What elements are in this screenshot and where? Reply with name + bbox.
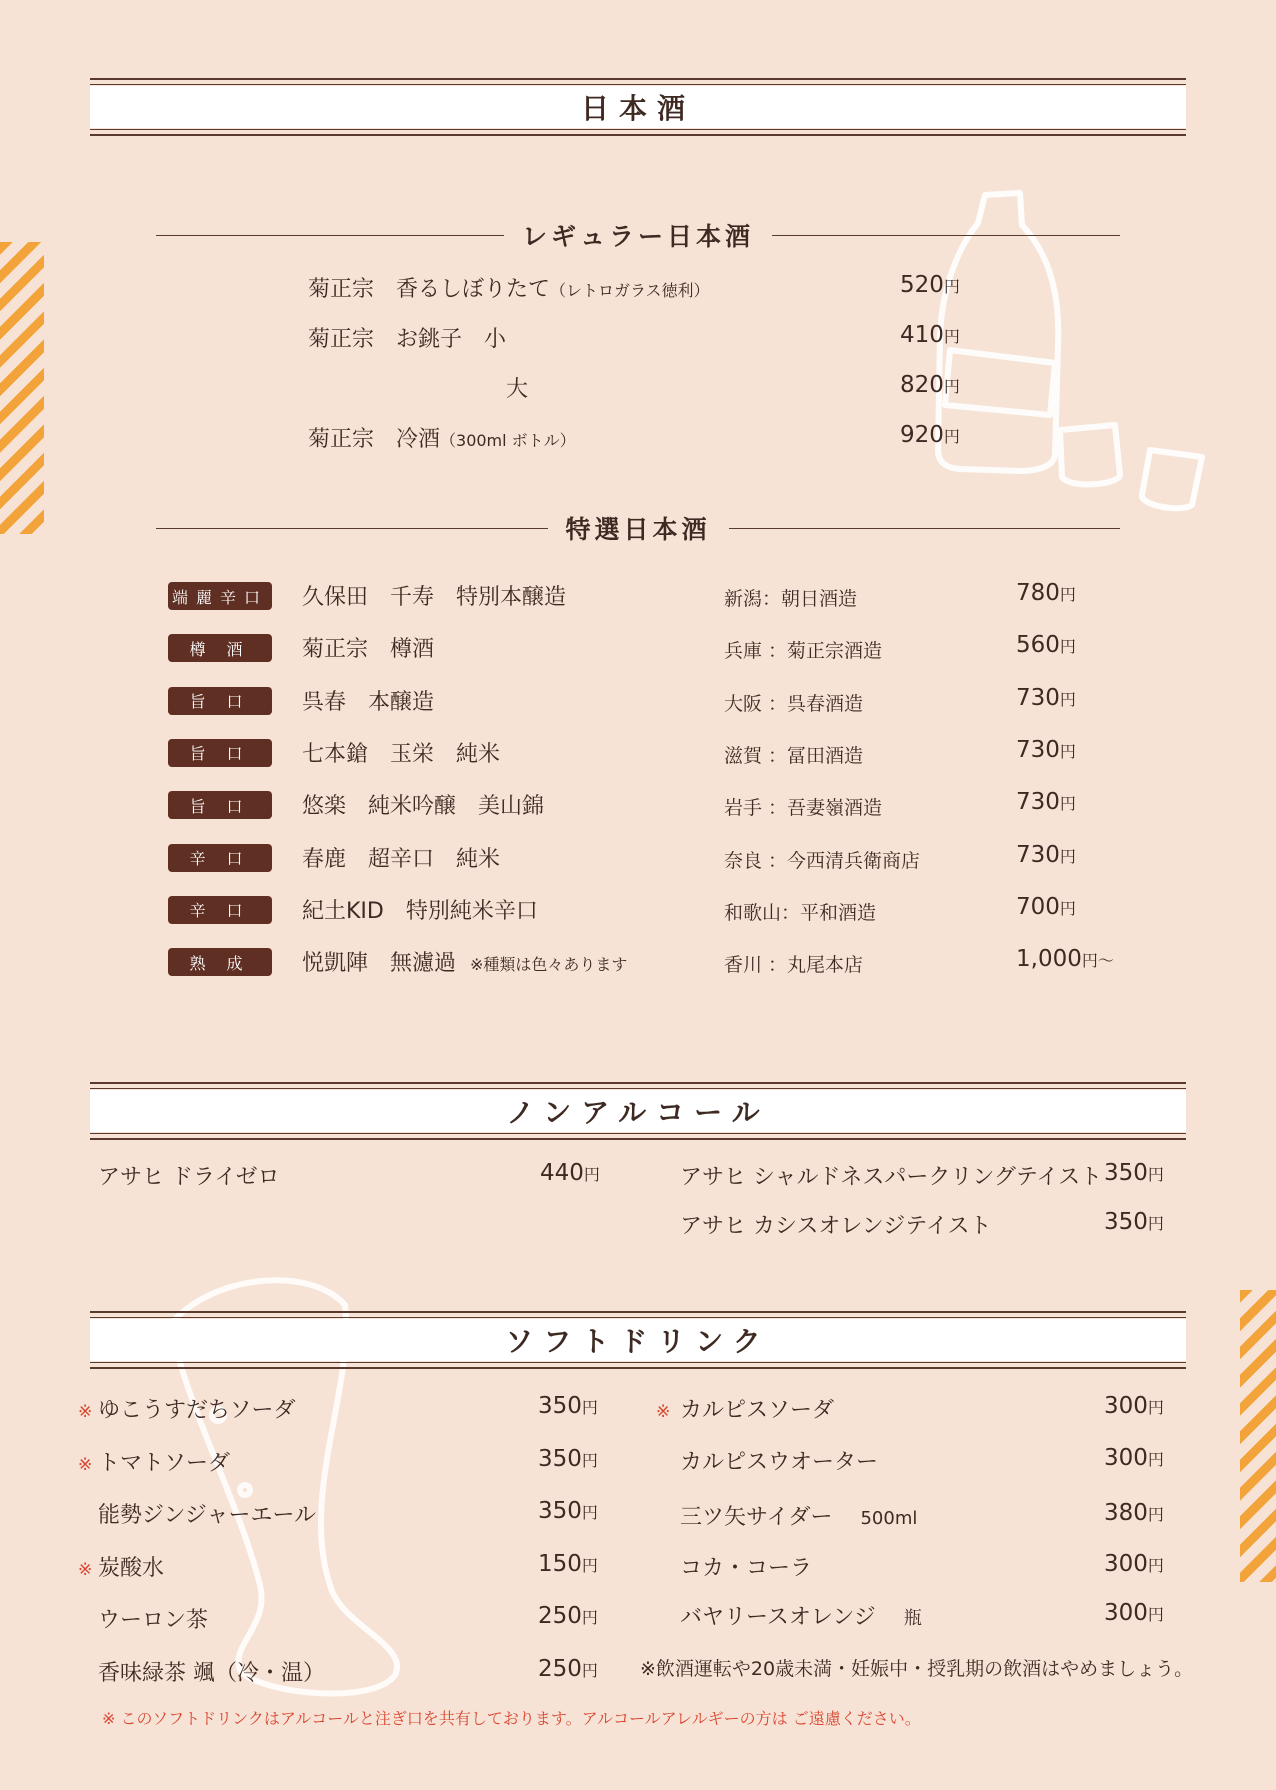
price-unit: 円 xyxy=(581,1555,598,1575)
selected-sake-heading-text: 特選日本酒 xyxy=(565,515,711,544)
regular-sake-heading xyxy=(156,215,1120,255)
price-value: 300 xyxy=(1104,1393,1148,1419)
item-name: 香味緑茶 颯（冷・温） xyxy=(98,1660,325,1686)
asterisk-mark: ※ xyxy=(656,1402,671,1422)
item-name: 悦凱陣 無濾過 xyxy=(302,951,457,977)
menu-item xyxy=(302,789,558,820)
price-value: 1,000 xyxy=(1016,946,1082,973)
price-unit: 円 xyxy=(1147,1605,1164,1624)
menu-item xyxy=(656,1393,862,1424)
price-unit: 円 xyxy=(943,377,960,396)
nonalc-section-banner xyxy=(90,1082,1186,1140)
menu-item xyxy=(302,842,514,873)
taste-tag: 旨 口 xyxy=(168,739,272,767)
price xyxy=(538,1393,598,1419)
brewery: 岩手 ：吾妻嶺酒造 xyxy=(724,797,883,820)
price-value: 250 xyxy=(538,1603,582,1629)
brewery: 兵庫 ：菊正宗酒造 xyxy=(724,640,883,663)
menu-item xyxy=(506,372,528,403)
price-unit: 円 xyxy=(1059,741,1076,761)
regular-sake-heading-text: レギュラー日本酒 xyxy=(522,222,755,251)
item-name: 菊正宗 香るしぼりたて xyxy=(308,277,551,302)
price xyxy=(538,1498,598,1524)
price xyxy=(538,1656,598,1682)
price-value: 250 xyxy=(538,1655,582,1682)
brewery: 滋賀 ：冨田酒造 xyxy=(724,744,864,767)
price-unit: 円 xyxy=(1059,689,1076,709)
menu-item xyxy=(302,737,514,768)
price-unit: 円 xyxy=(581,1608,598,1627)
price-value: 820 xyxy=(900,372,944,398)
taste-tag: 熟 成 xyxy=(168,948,272,976)
menu-item xyxy=(78,1498,316,1529)
price-value: 350 xyxy=(1104,1160,1148,1186)
divider xyxy=(156,235,504,236)
item-name: カルピスソーダ xyxy=(680,1398,835,1423)
item-name: ゆこうすだちソーダ xyxy=(98,1398,296,1423)
price xyxy=(900,422,960,448)
item-name: 三ツ矢サイダー xyxy=(680,1505,833,1530)
price-unit: 円 xyxy=(943,427,960,446)
brewery: 奈良 ：今西清兵衛商店 xyxy=(724,849,921,872)
taste-tag: 旨 口 xyxy=(168,791,272,819)
price-unit: 円 xyxy=(583,1165,600,1184)
price-value: 150 xyxy=(538,1550,582,1577)
item-note: （300ml ボトル） xyxy=(440,431,576,450)
item-name: 能勢ジンジャーエール xyxy=(98,1503,317,1528)
asterisk-mark: ※ xyxy=(78,1454,93,1475)
menu-item xyxy=(656,1500,917,1531)
price-value: 920 xyxy=(900,422,944,448)
brewery: 大阪 ：呉春酒造 xyxy=(724,692,864,715)
item-name: 七本鎗 玉栄 純米 xyxy=(302,741,501,767)
price xyxy=(1104,1160,1164,1186)
menu-item xyxy=(78,1603,208,1634)
price-value: 560 xyxy=(1016,632,1060,659)
taste-tag: 辛 口 xyxy=(168,844,272,872)
item-note: ※種類は色々あります xyxy=(470,955,628,975)
price xyxy=(1016,789,1076,815)
price xyxy=(1016,580,1076,606)
price-value: 300 xyxy=(1104,1445,1148,1471)
right-stripe-decoration xyxy=(1240,1290,1276,1582)
price xyxy=(900,322,960,348)
taste-tag: 樽 酒 xyxy=(168,634,272,662)
price xyxy=(900,272,960,298)
price xyxy=(1016,946,1114,972)
price xyxy=(1104,1209,1164,1235)
price xyxy=(900,372,960,398)
price-value: 700 xyxy=(1016,893,1060,920)
item-extra: 瓶 xyxy=(903,1608,922,1629)
price xyxy=(540,1160,600,1186)
item-extra: 500ml xyxy=(860,1508,918,1529)
menu-item xyxy=(78,1393,296,1424)
price-unit: 円 xyxy=(1059,585,1076,604)
menu-item xyxy=(302,632,448,663)
nonalc-section-title: ノンアルコール xyxy=(90,1090,1186,1132)
price-unit: 円 xyxy=(1147,1505,1164,1524)
price xyxy=(1016,894,1076,920)
item-name: コカ・コーラ xyxy=(680,1556,813,1581)
item-name: 菊正宗 お銚子 小 xyxy=(308,327,507,352)
price-value: 300 xyxy=(1104,1600,1148,1626)
menu-item xyxy=(302,946,627,977)
price-value: 730 xyxy=(1016,736,1060,763)
price-value: 350 xyxy=(538,1445,582,1472)
sake-section-banner xyxy=(90,78,1186,136)
item-name: カルピスウオーター xyxy=(680,1450,879,1475)
item-note: （レトロガラス徳利） xyxy=(550,281,710,300)
menu-item xyxy=(656,1551,840,1582)
menu-item xyxy=(302,894,552,925)
soft-section-title: ソフトドリンク xyxy=(90,1319,1186,1361)
menu-item xyxy=(308,422,576,453)
price xyxy=(1016,842,1076,868)
menu-item xyxy=(302,580,580,611)
item-name: 菊正宗 樽酒 xyxy=(302,637,435,663)
price-value: 730 xyxy=(1016,841,1060,868)
divider xyxy=(729,528,1121,529)
price-value: 350 xyxy=(538,1498,582,1524)
sake-section-title: 日本酒 xyxy=(90,86,1186,128)
price-unit: 円 xyxy=(1147,1556,1164,1575)
divider xyxy=(772,235,1120,236)
price-value: 410 xyxy=(900,322,944,348)
price-value: 350 xyxy=(538,1393,582,1419)
left-stripe-decoration xyxy=(0,242,44,534)
selected-sake-heading xyxy=(156,508,1120,548)
price xyxy=(1104,1500,1164,1526)
price-value: 380 xyxy=(1104,1500,1148,1526)
soft-section-banner xyxy=(90,1311,1186,1369)
menu-item xyxy=(78,1446,230,1477)
price xyxy=(1016,685,1076,711)
price-unit: 円 xyxy=(943,277,960,296)
price xyxy=(538,1603,598,1629)
price xyxy=(1016,632,1076,658)
price-value: 730 xyxy=(1016,684,1060,711)
price-value: 350 xyxy=(1104,1209,1148,1235)
asterisk-mark: ※ xyxy=(78,1559,93,1580)
menu-item xyxy=(78,1551,164,1582)
taste-tag: 端麗辛口 xyxy=(168,582,272,610)
price xyxy=(1104,1445,1164,1471)
price-unit: 円 xyxy=(581,1450,598,1470)
price-unit: 円 xyxy=(1147,1398,1164,1417)
price-unit: 円 xyxy=(1147,1214,1164,1233)
divider xyxy=(156,528,548,529)
price xyxy=(1104,1393,1164,1419)
item-name: 紀土KID 特別純米辛口 xyxy=(302,898,538,924)
item-name: 久保田 千寿 特別本醸造 xyxy=(302,585,567,610)
taste-tag: 辛 口 xyxy=(168,896,272,924)
price-unit: 円～ xyxy=(1081,951,1114,971)
menu-item xyxy=(656,1600,922,1631)
item-name: ウーロン茶 xyxy=(98,1608,209,1633)
price-value: 780 xyxy=(1016,580,1060,606)
menu-item xyxy=(308,272,710,303)
item-name: 菊正宗 冷酒 xyxy=(308,427,441,452)
price-value: 730 xyxy=(1016,789,1060,816)
price-unit: 円 xyxy=(1059,637,1076,657)
menu-item: アサヒ ドライゼロ xyxy=(98,1165,280,1190)
price-unit: 円 xyxy=(1147,1450,1164,1469)
price-unit: 円 xyxy=(1059,846,1076,866)
price xyxy=(1104,1551,1164,1577)
price-unit: 円 xyxy=(1059,794,1076,814)
item-name: 大 xyxy=(506,377,529,402)
brewery: 新潟：朝日酒造 xyxy=(724,588,858,610)
item-name: 悠楽 純米吟醸 美山錦 xyxy=(302,794,545,820)
price-unit: 円 xyxy=(1059,898,1076,918)
brewery: 香川 ：丸尾本店 xyxy=(724,954,864,977)
item-name: バヤリースオレンジ xyxy=(680,1605,876,1630)
price xyxy=(538,1446,598,1472)
price-unit: 円 xyxy=(1147,1165,1164,1184)
price-unit: 円 xyxy=(581,1398,598,1417)
item-name: トマトソーダ xyxy=(98,1450,231,1476)
menu-item xyxy=(308,322,506,353)
item-name: 呉春 本醸造 xyxy=(302,689,435,715)
menu-item: アサヒ カシスオレンジテイスト xyxy=(680,1214,992,1239)
price-unit: 円 xyxy=(943,327,960,346)
price-unit: 円 xyxy=(581,1660,598,1680)
price-value: 440 xyxy=(540,1160,584,1186)
menu-item: アサヒ シャルドネスパークリングテイスト xyxy=(680,1165,1103,1190)
menu-item xyxy=(656,1445,906,1476)
taste-tag: 旨 口 xyxy=(168,687,272,715)
item-name: 炭酸水 xyxy=(98,1555,165,1581)
menu-item xyxy=(302,685,448,716)
allergy-warning: ※ このソフトドリンクはアルコールと注ぎ口を共有しております。アルコールアレルギーの方は ご遠慮ください。 xyxy=(102,1709,921,1728)
brewery: 和歌山：平和酒造 xyxy=(724,901,877,924)
price-value: 300 xyxy=(1104,1551,1148,1577)
item-name: 春鹿 超辛口 純米 xyxy=(302,846,501,872)
asterisk-mark: ※ xyxy=(78,1402,93,1422)
price xyxy=(1104,1600,1164,1626)
price xyxy=(538,1551,598,1577)
price-value: 520 xyxy=(900,272,944,298)
drinking-warning: ※飲酒運転や20歳未満・妊娠中・授乳期の飲酒はやめましょう。 xyxy=(640,1658,1194,1680)
price xyxy=(1016,737,1076,763)
menu-item xyxy=(78,1656,325,1687)
price-unit: 円 xyxy=(581,1503,598,1522)
